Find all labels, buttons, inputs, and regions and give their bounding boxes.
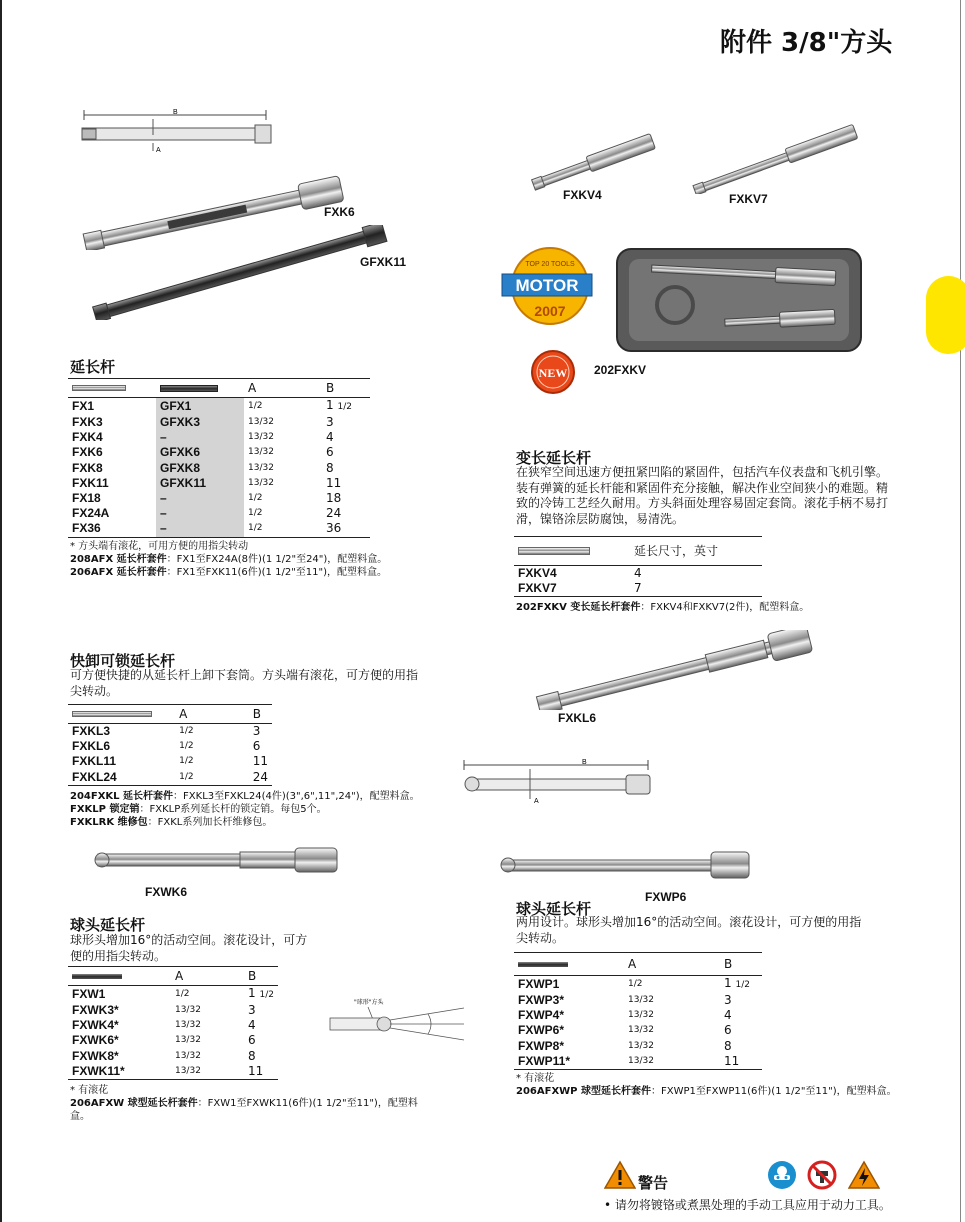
col-a-header: A <box>174 968 184 983</box>
fxk-dimension-drawing <box>70 105 300 155</box>
fxkv4-image <box>528 126 663 196</box>
ballhead-set: 206AFXWP 球型延长杆套件：FXWP1至FXWP11(6件)(1 1/2"至11")，配塑料盒。 <box>516 1086 897 1097</box>
kit-202fxkv-image <box>615 245 865 355</box>
fxkl6-label: FXKL6 <box>558 711 597 725</box>
ballhead-table <box>514 952 762 1070</box>
table-row: FXWK6* 13/32 6 <box>72 1033 256 1048</box>
quick-notes <box>70 790 450 829</box>
ballext-table <box>68 966 278 1080</box>
ballext-title: 球头延长杆 <box>70 916 146 934</box>
motor-badge-top: TOP 20 TOOLS <box>525 261 575 268</box>
quick-ext-icon <box>68 705 175 724</box>
fxwk6-label: FXWK6 <box>145 885 187 899</box>
table-row: FXWP6* 13/32 6 <box>518 1023 732 1038</box>
table-row: FXKL24 1/2 24 <box>68 770 272 786</box>
table-row: FXWK11* 13/32 11 <box>68 1064 278 1080</box>
variable-desc: 在狭窄空间迅速方便扭紧凹陷的紧固件，包括汽车仪表盘和飞机引擎。装有弹簧的延长杆能和紧固件充分接触，解决作业空间狭小的难题。精致的冷铸工艺经久耐用。方头斜面处理容易固定套筒。滚花手柄不易打滑，镍铬涂层防腐蚀，易清洗。 <box>516 465 889 526</box>
col-b-header: B <box>326 380 335 395</box>
table-row: FXWP3* 13/32 3 <box>518 993 732 1008</box>
table-row: FX18 – 1/2 18 <box>72 491 342 506</box>
ball-ext-icon <box>68 967 171 986</box>
motor-badge-brand: MOTOR <box>515 276 579 295</box>
fxwp6-image <box>496 848 756 884</box>
table-row: FXK6 GFXK6 13/32 6 <box>72 445 334 460</box>
extension-set-206: 206AFX 延长杆套件：FX1至FXK11(6件)(1 1/2"至11")，配塑料盒。 <box>70 567 388 578</box>
gfxk11-label: GFXK11 <box>360 255 407 269</box>
dim-b-label: B <box>582 759 587 766</box>
warning-triangle-icon <box>604 1160 636 1190</box>
variable-title: 变长延长杆 <box>516 449 592 467</box>
page-title: 附件 3/8"方头 <box>720 28 893 58</box>
quick-note-204fxkl: 204FXKL 延长杆套件：FXKL3至FXKL24(4件)(3",6",11",24")，配塑料盒。 <box>70 791 420 802</box>
fxkv7-label: FXKV7 <box>729 192 768 206</box>
variable-col-header: 延长尺寸，英寸 <box>634 543 719 558</box>
extension-title: 延长杆 <box>70 358 116 376</box>
no-power-tool-icon <box>807 1160 837 1190</box>
ballhead-ext-icon <box>514 953 624 976</box>
table-row: FXKV4 4 <box>518 566 642 581</box>
table-row: FXK11 GFXK11 13/32 11 <box>72 475 342 490</box>
page-border-right <box>960 0 961 1222</box>
table-row: FXK8 GFXK8 13/32 8 <box>72 460 334 475</box>
ball-angle-diagram <box>328 996 468 1046</box>
new-badge-text: NEW <box>538 366 568 380</box>
table-row: FXWP1 1/2 1 1/2 <box>518 976 750 991</box>
black-ext-icon <box>156 379 244 398</box>
ballhead-footnote: * 有滚花 <box>516 1073 555 1084</box>
table-row: FXWP8* 13/32 8 <box>518 1038 732 1053</box>
motor-badge-year: 2007 <box>534 303 566 319</box>
ballhead-title: 球头延长杆 <box>516 900 592 918</box>
table-row: FXK3 GFXK3 13/32 3 <box>72 415 334 430</box>
extension-notes <box>70 540 430 579</box>
col-a-header: A <box>248 380 257 395</box>
table-row: FXWP4* 13/32 4 <box>518 1008 732 1023</box>
table-row: FXWK4* 13/32 4 <box>72 1018 256 1033</box>
ball-callout-label: "球形"方头 <box>354 999 384 1006</box>
variable-ext-icon <box>514 537 630 566</box>
table-row: FXKL3 1/2 3 <box>72 724 261 739</box>
gfxk11-image <box>85 225 395 320</box>
table-row: FXKL6 1/2 6 <box>72 739 261 754</box>
quick-title: 快卸可锁延长杆 <box>70 652 176 670</box>
section-tab <box>926 276 965 354</box>
table-row: FX36 – 1/2 36 <box>68 521 370 537</box>
warning-label: 警告 <box>638 1174 669 1192</box>
variable-table <box>514 536 762 597</box>
extension-footnote: * 方头端有滚花，可用方便的用指尖转动 <box>70 541 249 552</box>
quick-note-fxklp: FXKLP 锁定销：FXKLP系列延长杆的锁定销。每包5个。 <box>70 804 327 815</box>
fxwk6-image <box>90 842 345 878</box>
fxk6-label: FXK6 <box>324 205 355 219</box>
dim-a-label: A <box>156 147 161 154</box>
ballhead-desc: 两用设计。球形头增加16°的活动空间。滚花设计，可方便的用指尖转动。 <box>516 915 862 945</box>
table-row: FXWP11* 13/32 11 <box>514 1054 762 1070</box>
fxkv7-image <box>688 124 868 194</box>
dim-b-label: B <box>173 109 178 116</box>
quick-desc: 可方便快捷的从延长杆上卸下套筒。方头端有滚花，可方便的用指尖转动。 <box>70 668 419 698</box>
fxkv4-label: FXKV4 <box>563 188 602 202</box>
table-row: FX1 GFX1 1/2 1 1/2 <box>72 398 352 413</box>
dim-a-label: A <box>534 798 539 805</box>
table-row: FXKV7 7 <box>514 581 762 597</box>
page-border <box>0 0 2 1222</box>
new-badge <box>530 349 576 395</box>
quick-note-fxklrk: FXKLRK 维修包：FXKL系列加长杆维修包。 <box>70 817 273 828</box>
motor-top20-badge <box>500 244 595 329</box>
eye-protection-icon <box>767 1160 797 1190</box>
electric-hazard-icon <box>848 1160 880 1190</box>
table-row: FXKL11 1/2 11 <box>72 754 268 769</box>
quick-table <box>68 704 272 786</box>
col-b-header: B <box>252 706 261 721</box>
fxwp-dimension-drawing <box>456 755 656 805</box>
ballext-footnote: * 有滚花 <box>70 1085 109 1096</box>
col-b-header: B <box>248 968 257 983</box>
extension-table <box>68 378 370 538</box>
fxwp6-label: FXWP6 <box>645 890 687 904</box>
variable-set: 202FXKV 变长延长杆套件：FXKV4和FXKV7(2件)，配塑料盒。 <box>516 602 810 613</box>
table-row: FXWK8* 13/32 8 <box>72 1048 256 1063</box>
table-row: FXWK3* 13/32 3 <box>72 1003 256 1018</box>
ballext-notes <box>70 1084 430 1123</box>
table-row: FXK4 – 13/32 4 <box>72 430 334 445</box>
extension-set-208: 208AFX 延长杆套件：FX1至FX24A(8件)(1 1/2"至24")，配塑料盒。 <box>70 554 388 565</box>
ballhead-notes <box>516 1072 916 1098</box>
warning-text: • 请勿将镀铬或煮黑处理的手动工具应用于动力工具。 <box>604 1198 891 1212</box>
table-row: FXW1 1/2 1 1/2 <box>72 986 274 1001</box>
ballext-set: 206AFXW 球型延长杆套件：FXW1至FXWK11(6件)(1 1/2"至11")，配塑料盒。 <box>70 1098 418 1122</box>
ballext-desc: 球形头增加16°的活动空间。滚花设计，可方便的用指尖转动。 <box>70 933 308 963</box>
col-b-header: B <box>724 956 733 971</box>
kit-202fxkv-label: 202FXKV <box>594 363 647 377</box>
col-a-header: A <box>628 956 637 971</box>
col-a-header: A <box>179 706 188 721</box>
table-row: FX24A – 1/2 24 <box>72 506 342 521</box>
chrome-ext-icon <box>68 379 156 398</box>
fxkl6-image <box>528 630 818 710</box>
